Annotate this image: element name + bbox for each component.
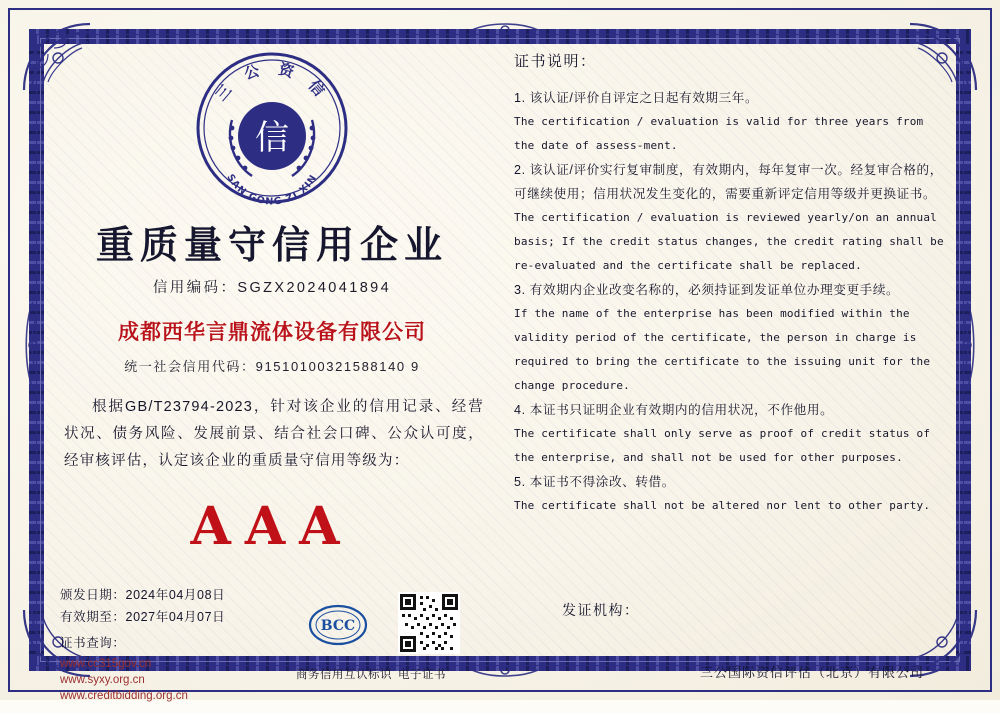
bcc-caption: 商务信用互认标识	[296, 669, 392, 681]
issuer-name: 三公国际资信评估（北京）有限公司	[700, 665, 925, 680]
page-title: 重质量守信用企业	[95, 222, 448, 267]
query-link[interactable]: www.creditbidding.org.cn	[60, 690, 188, 702]
note-item-en: If the name of the enterprise has been modified within the validity period of the certificate, the person in charge is required to bring the certificate to the issuing unit for the change procedure.	[514, 307, 931, 392]
certificate-body-text	[64, 394, 484, 475]
query-row	[60, 632, 290, 654]
issue-date-label: 颁发日期：	[60, 588, 126, 602]
qr-caption: 电子证书	[398, 669, 446, 681]
expiry-date-label: 有效期至：	[60, 610, 126, 624]
usci-line	[46, 356, 498, 375]
certificate-notes-panel	[514, 44, 954, 680]
notes-list	[514, 86, 950, 518]
notes-heading: 证书说明：	[514, 53, 597, 70]
query-links	[60, 656, 290, 704]
certificate-main-panel	[46, 44, 498, 702]
qr-code[interactable]	[398, 592, 460, 654]
note-item-zh: 3. 有效期内企业改变名称的，必须持证到发证单位办理变更手续。	[514, 283, 900, 297]
note-item-zh: 5. 本证书不得涂改、转借。	[514, 475, 675, 489]
note-item-en: The certificate shall only serve as proof of credit status of the enterprise, and shall not be used for other purposes.	[514, 427, 931, 464]
query-link[interactable]: www.syxy.org.cn	[60, 674, 145, 686]
emblem-center-glyph: 信	[255, 118, 289, 158]
bcc-mark-text: BCC	[320, 618, 356, 634]
issue-date-value: 2024年04月08日	[125, 588, 226, 602]
body-paragraph: 根据GB/T23794-2023，针对该企业的信用记录、经营状况、债务风险、发展前景、结合社会口碑、公众认可度，经审核评估，认定该企业的重质量守信用等级为：	[64, 399, 484, 469]
note-item-zh: 4. 本证书只证明企业有效期内的信用状况，不作他用。	[514, 403, 834, 417]
credit-code-value: SGZX2024041894	[237, 280, 392, 296]
bottom-ornament-icon	[470, 655, 540, 680]
emblem-bottom-text: SAN GONG ZI XIN	[224, 172, 320, 208]
note-item-en: The certification / evaluation is reviewed yearly/on an annual basis; If the credit status changes, the credit rating shall be re-evaluated and the certificate shall be replaced.	[514, 211, 944, 272]
note-item-en: The certificate shall not be altered nor lent to other party.	[514, 499, 931, 512]
credit-code-line	[46, 276, 498, 297]
bcc-mark-icon	[308, 602, 368, 648]
credit-grade: AAA	[190, 496, 354, 557]
note-item-zh: 2. 该认证/评价实行复审制度，有效期内，每年复审一次。经复审合格的，可继续使用；信用状况发生变化的，需要重新评定信用等级并更换证书。	[514, 163, 943, 201]
note-item-zh: 1. 该认证/评价自评定之日起有效期三年。	[514, 91, 759, 105]
emblem-top-text: 三 公 资 信	[211, 59, 333, 105]
credit-code-label: 信用编码：	[152, 280, 238, 296]
company-name: 成都西华言鼎流体设备有限公司	[118, 319, 426, 344]
query-label: 证书查询：	[60, 636, 126, 650]
usci-value: 91510100321588140 9	[255, 359, 420, 374]
credit-emblem-icon	[192, 48, 352, 208]
certificate-footer-left	[60, 584, 290, 704]
expiry-date-value: 2027年04月07日	[125, 610, 226, 624]
expiry-date-row	[60, 606, 290, 628]
issuer-label: 发证机构：	[562, 602, 640, 618]
side-ornament-icon	[22, 300, 44, 395]
side-ornament-icon	[956, 300, 978, 395]
note-item-en: The certification / evaluation is valid for three years from the date of assess-ment.	[514, 115, 924, 152]
issue-date-row	[60, 584, 290, 606]
query-link[interactable]: www.cc315gov.cn	[60, 658, 152, 670]
top-ornament-icon	[470, 20, 540, 45]
usci-label: 统一社会信用代码：	[124, 359, 256, 374]
